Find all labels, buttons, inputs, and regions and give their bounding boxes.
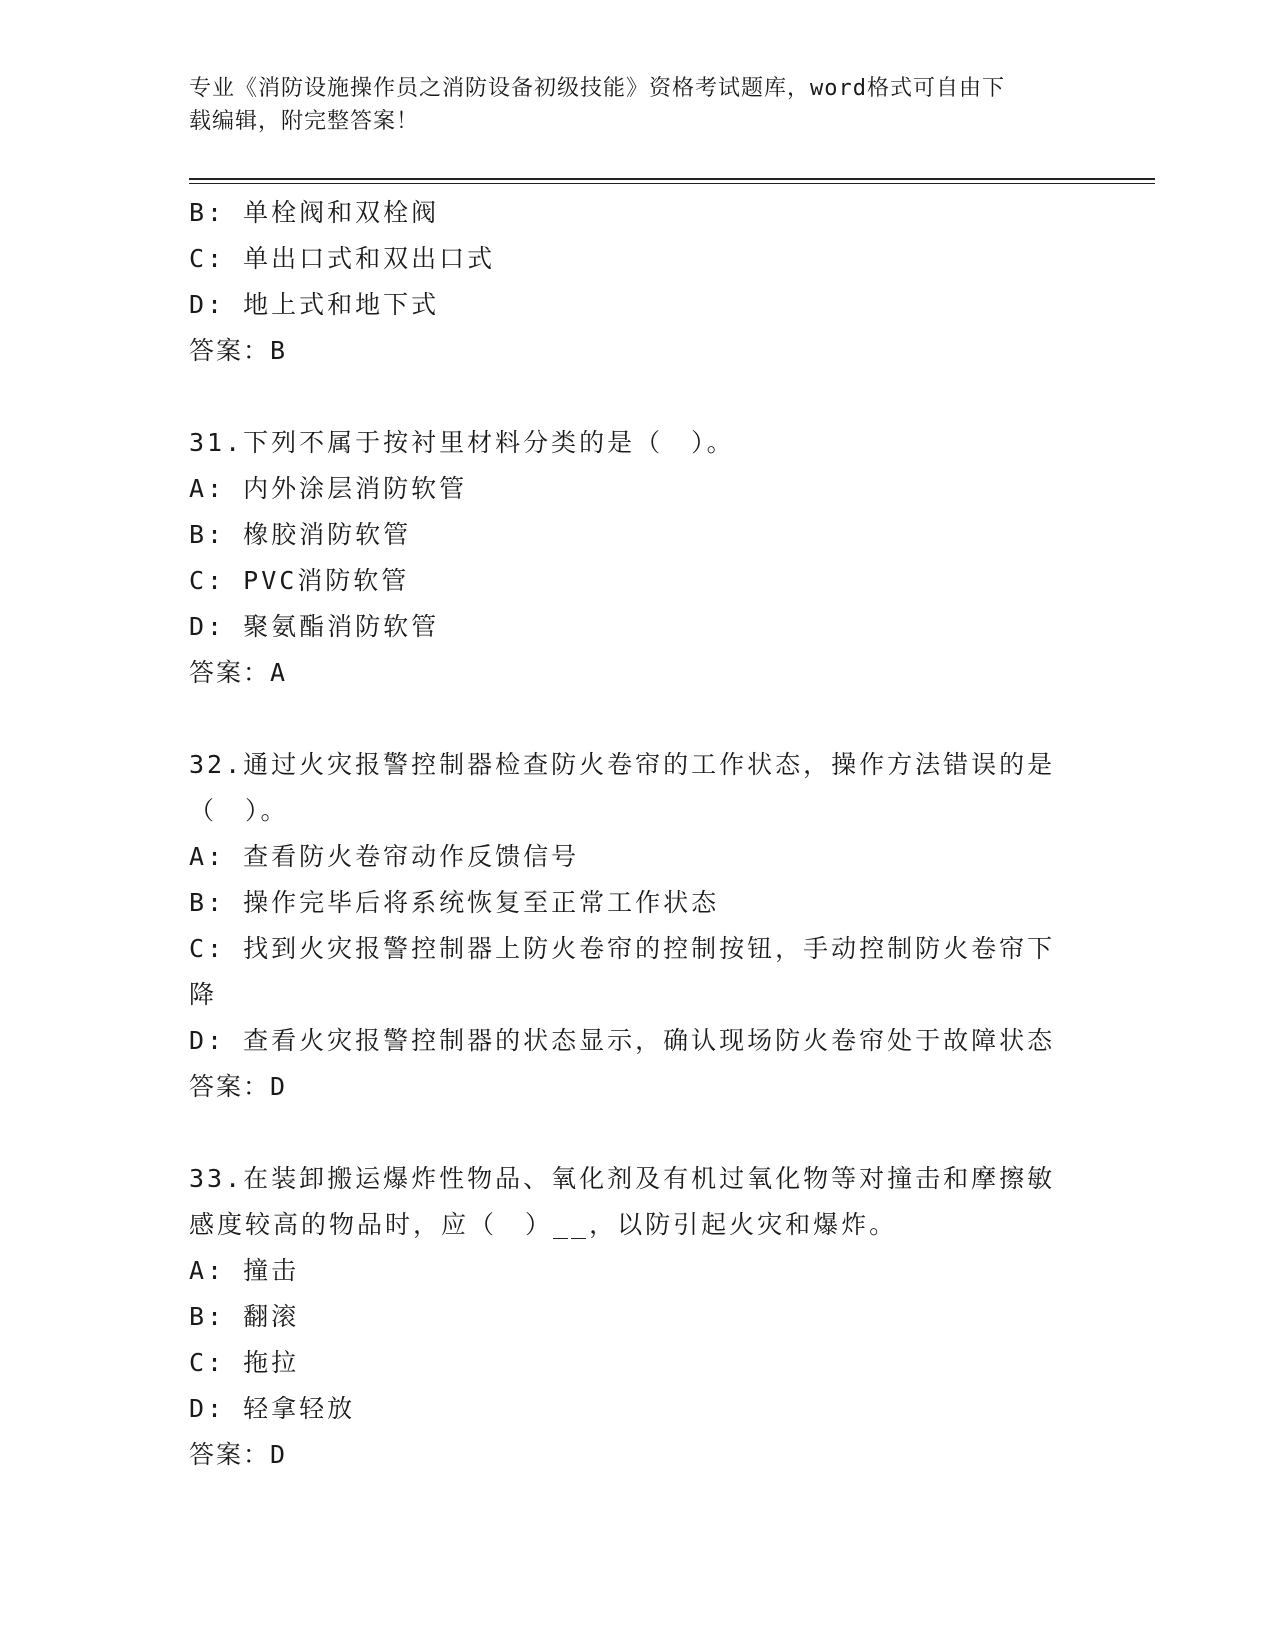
option-c-continued: 降 — [189, 980, 218, 1009]
answer: 答案：B — [189, 336, 288, 365]
answer: 答案：A — [189, 658, 288, 687]
question-text: 31.下列不属于按衬里材料分类的是（ ）。 — [189, 428, 735, 457]
header-divider-bottom — [189, 183, 1155, 184]
answer: 答案：D — [189, 1440, 288, 1469]
option-d: D: 地上式和地下式 — [189, 290, 440, 319]
option-b: B: 翻滚 — [189, 1302, 300, 1331]
option-a: A: 内外涂层消防软管 — [189, 474, 468, 503]
option-b: B: 橡胶消防软管 — [189, 520, 412, 549]
question-31 — [189, 420, 1089, 696]
answer: 答案：D — [189, 1072, 288, 1101]
option-c: C: 找到火灾报警控制器上防火卷帘的控制按钮，手动控制防火卷帘下 — [189, 934, 1056, 963]
option-a: A: 查看防火卷帘动作反馈信号 — [189, 842, 580, 871]
document-header — [189, 72, 1089, 138]
header-line-1: 专业《消防设施操作员之消防设备初级技能》资格考试题库，word格式可自由下 — [189, 76, 1005, 101]
question-33 — [189, 1156, 1089, 1478]
question-list — [189, 190, 1089, 1478]
question-32 — [189, 742, 1089, 1110]
continued-question — [189, 190, 1089, 374]
option-b: B: 操作完毕后将系统恢复至正常工作状态 — [189, 888, 720, 917]
question-text-continued: （ ）。 — [189, 796, 289, 825]
header-line-2: 载编辑，附完整答案！ — [189, 109, 420, 134]
question-text: 32.通过火灾报警控制器检查防火卷帘的工作状态，操作方法错误的是 — [189, 750, 1056, 779]
option-b: B: 单栓阀和双栓阀 — [189, 198, 440, 227]
option-a: A: 撞击 — [189, 1256, 300, 1285]
question-text-continued: 感度较高的物品时，应（ ）__，以防引起火灾和爆炸。 — [189, 1210, 898, 1239]
option-d: D: 轻拿轻放 — [189, 1394, 356, 1423]
question-text: 33.在装卸搬运爆炸性物品、氧化剂及有机过氧化物等对撞击和摩擦敏 — [189, 1164, 1056, 1193]
option-d: D: 查看火灾报警控制器的状态显示，确认现场防火卷帘处于故障状态 — [189, 1026, 1056, 1055]
option-c: C: 拖拉 — [189, 1348, 300, 1377]
option-c: C: PVC消防软管 — [189, 566, 410, 595]
header-divider-top — [189, 178, 1155, 180]
option-d: D: 聚氨酯消防软管 — [189, 612, 440, 641]
option-c: C: 单出口式和双出口式 — [189, 244, 496, 273]
